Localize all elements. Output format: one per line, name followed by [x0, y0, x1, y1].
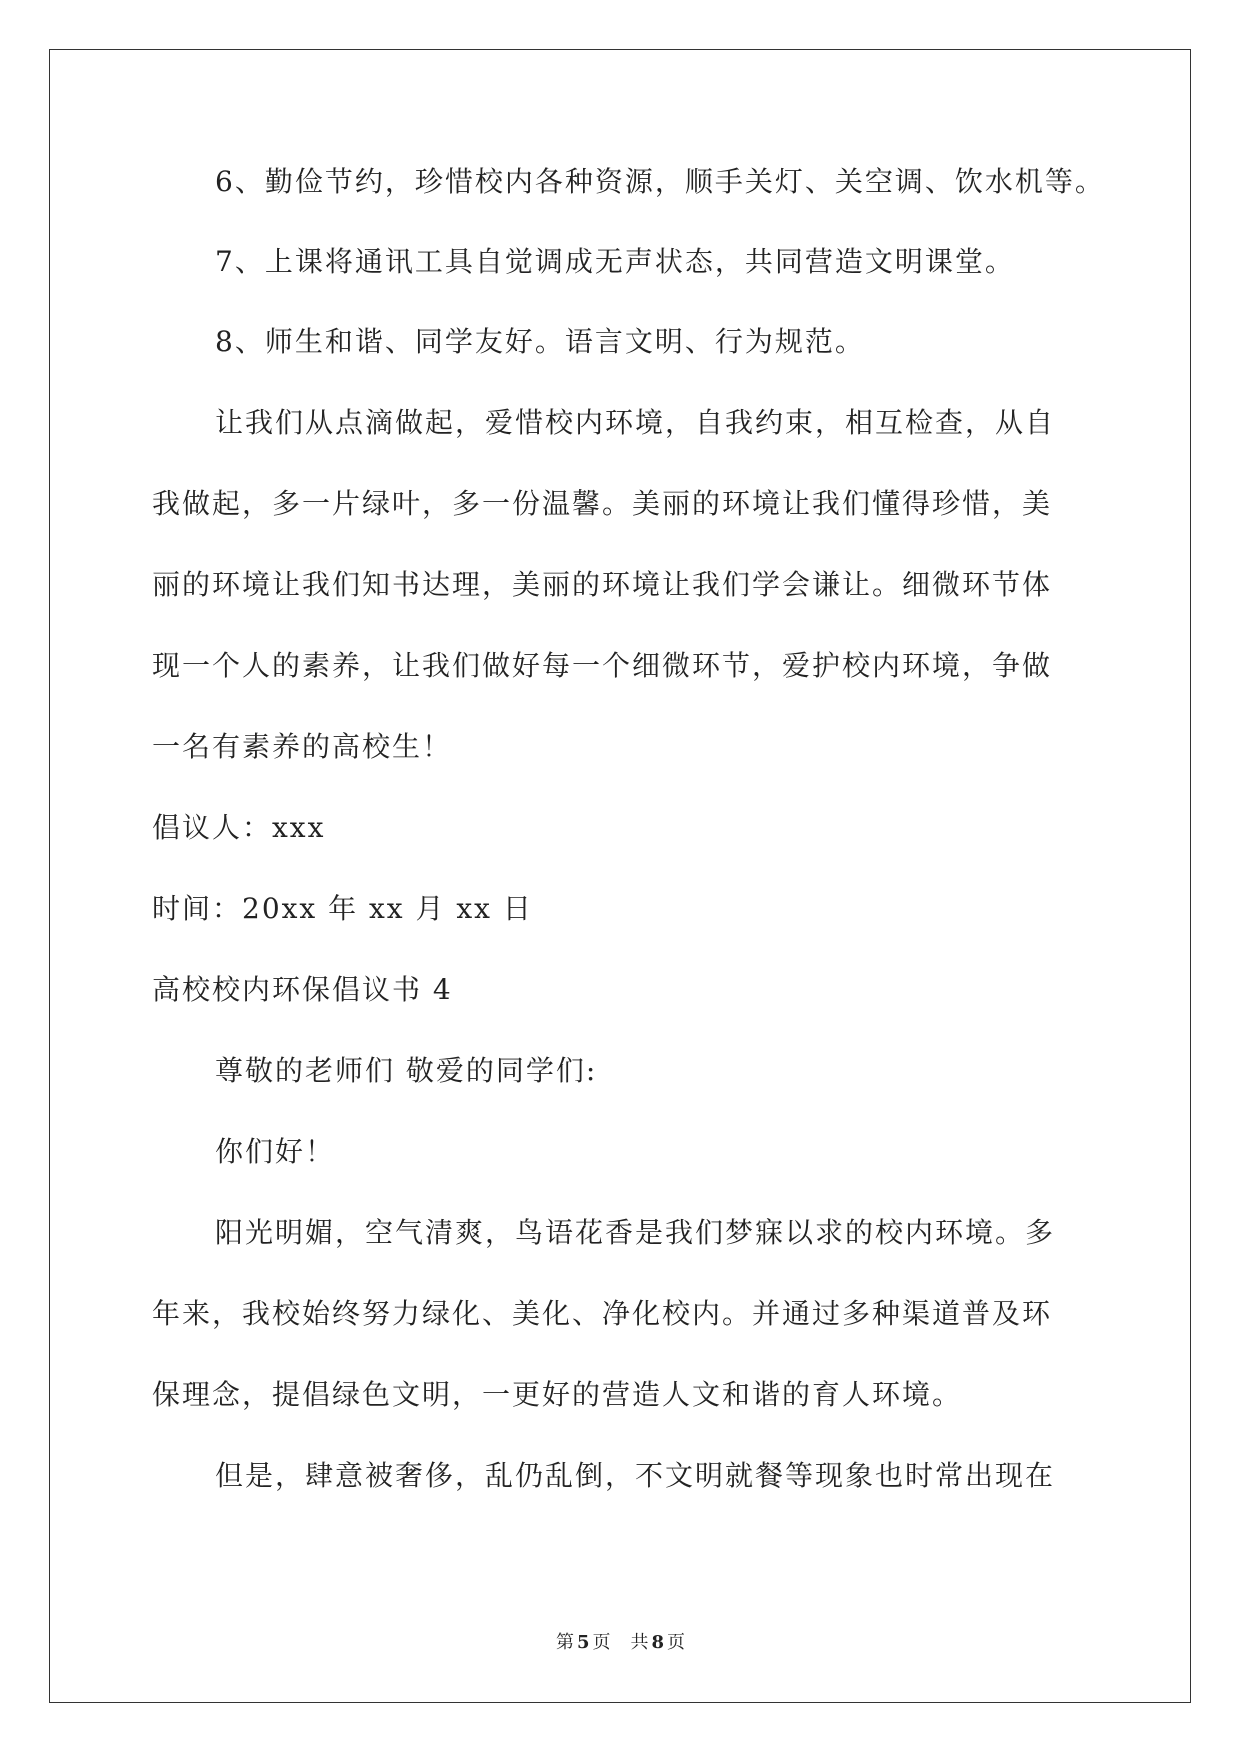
paragraph-item-6: 6、勤俭节约，珍惜校内各种资源，顺手关灯、关空调、饮水机等。: [215, 165, 1105, 198]
section-title: 高校校内环保倡议书 4: [152, 973, 453, 1006]
paragraph-line: 阳光明媚，空气清爽，鸟语花香是我们梦寐以求的校内环境。多: [215, 1216, 1056, 1249]
footer-page-word: 页: [592, 1632, 611, 1653]
date-line: 时间：20xx 年 xx 月 xx 日: [152, 892, 533, 925]
footer-total-prefix: 共: [630, 1632, 649, 1653]
paragraph-line: 一名有素养的高校生！: [152, 730, 453, 763]
footer-total-suffix: 页: [667, 1632, 686, 1653]
paragraph-line: 我做起，多一片绿叶，多一份温馨。美丽的环境让我们懂得珍惜，美: [152, 487, 1053, 520]
paragraph-line: 让我们从点滴做起，爱惜校内环境，自我约束，相互检查，从自: [215, 406, 1056, 439]
paragraph-line: 丽的环境让我们知书达理，美丽的环境让我们学会谦让。细微环节体: [152, 568, 1053, 601]
initiator-line: 倡议人：xxx: [152, 811, 326, 844]
paragraph-line: 但是，肆意被奢侈，乱仍乱倒，不文明就餐等现象也时常出现在: [215, 1459, 1056, 1492]
page-footer: [0, 1631, 1241, 1655]
paragraph-line: 年来，我校始终努力绿化、美化、净化校内。并通过多种渠道普及环: [152, 1297, 1053, 1330]
page-border: [49, 49, 1191, 1703]
paragraph-item-8: 8、师生和谐、同学友好。语言文明、行为规范。: [215, 325, 865, 358]
footer-prefix: 第: [555, 1632, 574, 1653]
salutation-line: 尊敬的老师们 敬爱的同学们:: [215, 1054, 598, 1087]
paragraph-item-7: 7、上课将通讯工具自觉调成无声状态，共同营造文明课堂。: [215, 245, 1015, 278]
greeting-line: 你们好！: [215, 1135, 336, 1168]
total-pages-number: 8: [651, 1632, 665, 1653]
paragraph-line: 现一个人的素养，让我们做好每一个细微环节，爱护校内环境，争做: [152, 649, 1053, 682]
paragraph-line: 保理念，提倡绿色文明，一更好的营造人文和谐的育人环境。: [152, 1378, 963, 1411]
current-page-number: 5: [576, 1632, 590, 1653]
